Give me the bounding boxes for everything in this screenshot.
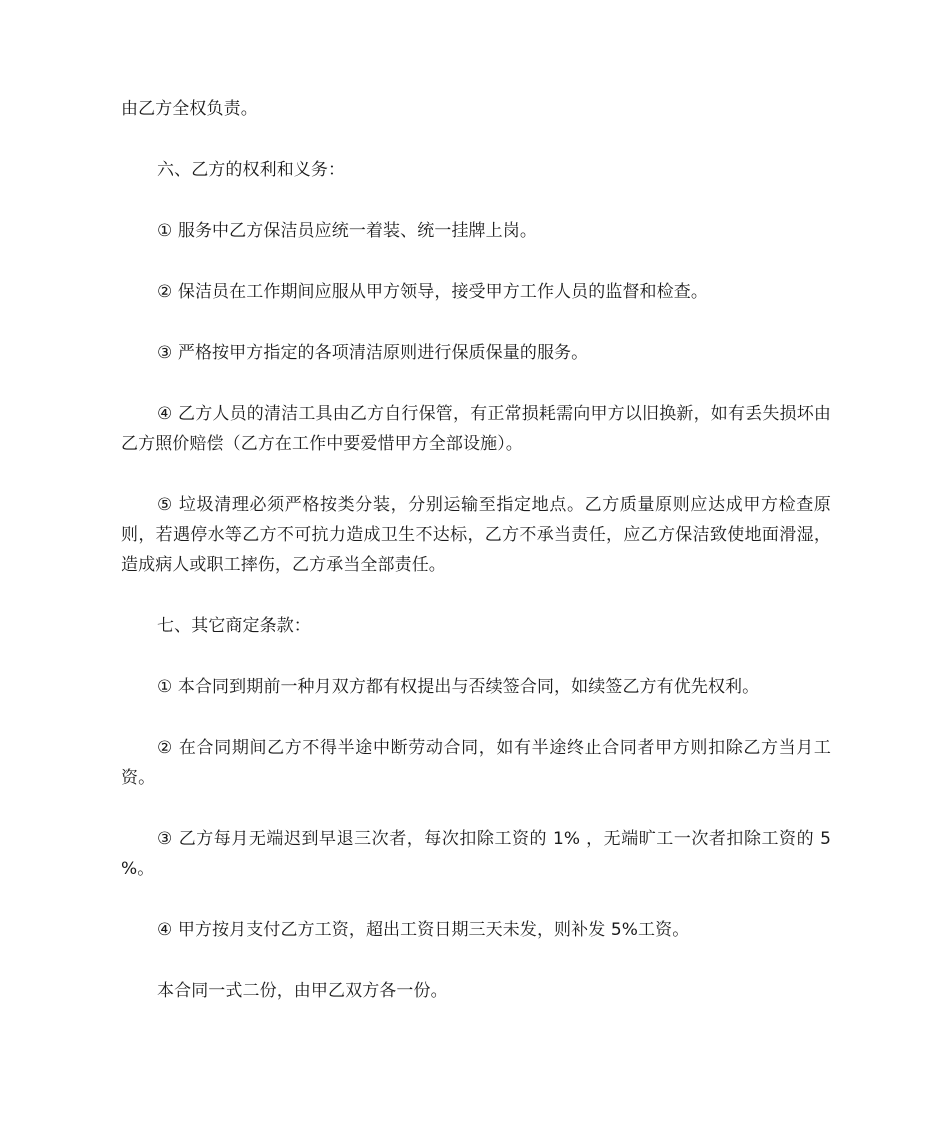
clause-six-2: ② 保洁员在工作期间应服从甲方领导，接受甲方工作人员的监督和检查。 — [157, 282, 708, 302]
section-six-heading: 六、乙方的权利和义务： — [157, 160, 346, 180]
clause-six-4: ④ 乙方人员的清洁工具由乙方自行保管，有正常损耗需向甲方以旧换新，如有丢失损坏由乙方照价赔偿（乙方在工作中要爱惜甲方全部设施）。 — [121, 404, 831, 454]
document-body — [121, 94, 831, 1006]
copies-statement: 本合同一式二份，由甲乙双方各一份。 — [157, 981, 448, 1001]
clause-six-1: ① 服务中乙方保洁员应统一着装、统一挂牌上岗。 — [157, 221, 537, 241]
clause-seven-1: ① 本合同到期前一种月双方都有权提出与否续签合同，如续签乙方有优先权利。 — [157, 677, 760, 697]
clause-seven-3: ③ 乙方每月无端迟到早退三次者，每次扣除工资的 1% ，无端旷工一次者扣除工资的 5 %。 — [121, 829, 831, 879]
clause-seven-2: ② 在合同期间乙方不得半途中断劳动合同，如有半途终止合同者甲方则扣除乙方当月工资。 — [121, 738, 831, 788]
clause-six-5: ⑤ 垃圾清理必须严格按类分装，分别运输至指定地点。乙方质量原则应达成甲方检查原则，若遇停水等乙方不可抗力造成卫生不达标，乙方不承当责任，应乙方保洁致使地面滑湿，造成病人或职工摔伤，乙方承当全部责任。 — [121, 495, 831, 575]
paragraph-continuation: 由乙方全权负责。 — [121, 99, 258, 119]
section-seven-heading: 七、其它商定条款： — [157, 616, 311, 636]
clause-six-3: ③ 严格按甲方指定的各项清洁原则进行保质保量的服务。 — [157, 343, 589, 363]
clause-seven-4: ④ 甲方按月支付乙方工资，超出工资日期三天未发，则补发 5%工资。 — [157, 920, 690, 940]
